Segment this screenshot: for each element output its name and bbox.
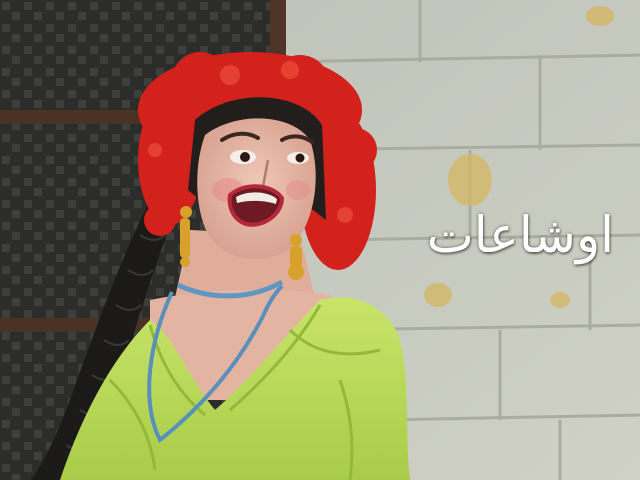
pupil-right [296, 154, 305, 163]
pupil-left [240, 152, 250, 162]
cheek-blush-right [286, 180, 310, 200]
caption-text: اوشاعات [426, 206, 614, 264]
earring-right [288, 234, 304, 280]
